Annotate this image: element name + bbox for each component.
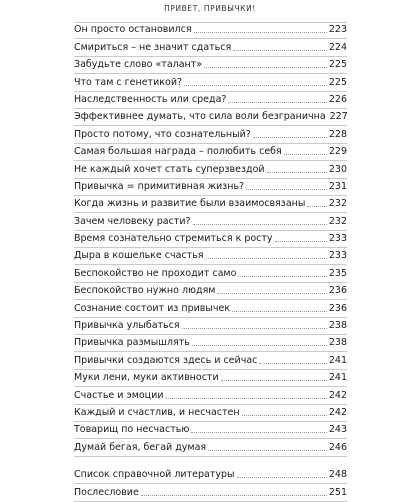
toc-dot-leader	[194, 32, 327, 33]
toc-dot-leader	[242, 415, 327, 416]
toc-entry	[74, 57, 347, 74]
toc-entry-page: 241	[328, 354, 347, 366]
toc-dot-leader	[238, 276, 326, 277]
toc-entry-page: 230	[328, 163, 347, 175]
toc-dot-leader	[233, 50, 327, 51]
toc-entry	[74, 335, 347, 352]
toc-dot-leader	[246, 189, 327, 190]
toc-entry	[74, 231, 347, 248]
toc-dot-leader	[184, 85, 327, 86]
toc-entry-page: 233	[328, 233, 347, 245]
toc-dot-leader	[141, 495, 327, 496]
toc-dot-leader	[232, 311, 327, 312]
toc-entry-page: 251	[328, 486, 347, 498]
toc-dot-leader	[221, 380, 327, 381]
toc-dot-leader	[193, 224, 327, 225]
toc-entry-page: 223	[328, 24, 347, 36]
toc-section-gap	[74, 457, 347, 467]
toc-entry-title: Думай бегая, бегай думая	[74, 441, 207, 453]
toc-entry	[74, 248, 347, 265]
toc-entry-title: Сознание состоит из привычек	[74, 302, 231, 314]
toc-entry-page: 238	[328, 337, 347, 349]
toc-entry-page: 238	[328, 320, 347, 332]
toc-entry-title: Муки лени, муки активности	[74, 372, 219, 384]
toc-entry	[74, 22, 347, 39]
toc-dot-leader	[208, 450, 327, 451]
toc-dot-leader	[284, 154, 327, 155]
toc-entry-page: 236	[328, 285, 347, 297]
toc-entry-title: Не каждый хочет стать суперзвездой	[74, 163, 265, 175]
toc-entry-title: Привычка = примитивная жизнь?	[74, 180, 245, 192]
toc-entry	[74, 387, 347, 404]
toc-entry-title: Эффективнее думать, что сила воли безгранична	[74, 111, 326, 123]
toc-entry	[74, 213, 347, 230]
toc-entry-page: 246	[328, 441, 347, 453]
toc-entry-title: Каждый и счастлив, и несчастен	[74, 406, 240, 418]
toc-entry-title: Дыра в кошельке счастья	[74, 250, 204, 262]
toc-entry	[74, 74, 347, 91]
toc-entry	[74, 300, 347, 317]
toc-entry	[74, 283, 347, 300]
toc-entry-title: Привычки создаются здесь и сейчас	[74, 354, 258, 366]
toc-dot-leader	[307, 206, 326, 207]
toc-entry-title: Привычка размышлять	[74, 337, 190, 349]
toc-entry-title: Беспокойство нужно людям	[74, 285, 216, 297]
toc-entry-page: 236	[328, 302, 347, 314]
toc-entry-title: Наследственность или среда?	[74, 93, 227, 105]
toc-dot-leader	[237, 477, 327, 478]
toc-entry-title: Список справочной литературы	[74, 469, 235, 481]
toc-entry-title: Когда жизнь и развитие были взаимосвязаны	[74, 198, 306, 210]
toc-entry-page: 227	[329, 111, 348, 123]
toc-dot-leader	[206, 258, 327, 259]
toc-entry-title: Привычка улыбаться	[74, 320, 180, 332]
toc-entry-title: Он просто остановился	[74, 24, 192, 36]
toc-dot-leader	[228, 102, 326, 103]
toc-entry-page: 235	[328, 267, 347, 279]
toc-entry-page: 242	[328, 406, 347, 418]
toc-entry	[74, 39, 347, 56]
toc-entry	[74, 439, 347, 456]
toc-entry-title: Просто потому, что сознательный?	[74, 128, 251, 140]
toc-entry-title: Время сознательно стремиться к росту	[74, 233, 273, 245]
toc-dot-leader	[192, 345, 327, 346]
toc-entry-page: 225	[328, 59, 347, 71]
toc-entry	[74, 109, 347, 126]
toc-entry-page: 229	[328, 146, 347, 158]
toc-entry	[74, 196, 347, 213]
toc-entry	[74, 318, 347, 335]
table-of-contents	[74, 22, 347, 502]
toc-entry-title: Смириться – не значит сдаться	[74, 41, 232, 53]
running-header: ПРИВЕТ, ПРИВЫЧКИ!	[164, 4, 256, 13]
toc-entry-title: Самая большая награда – полюбить себя	[74, 146, 282, 158]
toc-entry	[74, 405, 347, 422]
toc-entry-title: Забудьте слово «талант»	[74, 59, 203, 71]
toc-entry-page: 231	[328, 180, 347, 192]
toc-entry	[74, 370, 347, 387]
toc-entry-title: Послесловие	[74, 486, 139, 498]
toc-entry	[74, 352, 347, 369]
toc-entry	[74, 467, 347, 484]
toc-dot-leader	[204, 67, 327, 68]
toc-entry	[74, 484, 347, 501]
toc-entry-page: 233	[328, 250, 347, 262]
toc-entry-page: 226	[328, 93, 347, 105]
toc-entry	[74, 161, 347, 178]
toc-entry	[74, 144, 347, 161]
toc-dot-leader	[182, 328, 327, 329]
toc-entry-page: 224	[328, 41, 347, 53]
toc-entry-page: 241	[328, 372, 347, 384]
toc-entry-page: 248	[328, 469, 347, 481]
toc-dot-leader	[166, 398, 327, 399]
toc-entry	[74, 265, 347, 282]
toc-entry	[74, 92, 347, 109]
toc-entry-page: 232	[328, 215, 347, 227]
toc-dot-leader	[267, 172, 327, 173]
toc-entry-title: Зачем человеку расти?	[74, 215, 191, 227]
toc-entry-page: 228	[328, 128, 347, 140]
toc-entry-page: 242	[328, 389, 347, 401]
toc-entry-title: Беспокойство не проходит само	[74, 267, 237, 279]
toc-entry-page: 232	[328, 198, 347, 210]
toc-dot-leader	[191, 432, 327, 433]
toc-entry	[74, 179, 347, 196]
toc-entry-title: Что там с генетикой?	[74, 76, 183, 88]
toc-entry-title: Товарищ по несчастью	[74, 424, 190, 436]
toc-dot-leader	[259, 363, 327, 364]
toc-dot-leader	[275, 241, 327, 242]
toc-chapter-list	[74, 22, 347, 457]
toc-dot-leader	[253, 137, 327, 138]
toc-dot-leader	[217, 293, 326, 294]
toc-backmatter-list	[74, 467, 347, 502]
toc-entry-page: 243	[328, 424, 347, 436]
toc-entry-title: Счастье и эмоции	[74, 389, 164, 401]
toc-entry	[74, 126, 347, 143]
toc-entry-page: 225	[328, 76, 347, 88]
toc-entry	[74, 422, 347, 439]
